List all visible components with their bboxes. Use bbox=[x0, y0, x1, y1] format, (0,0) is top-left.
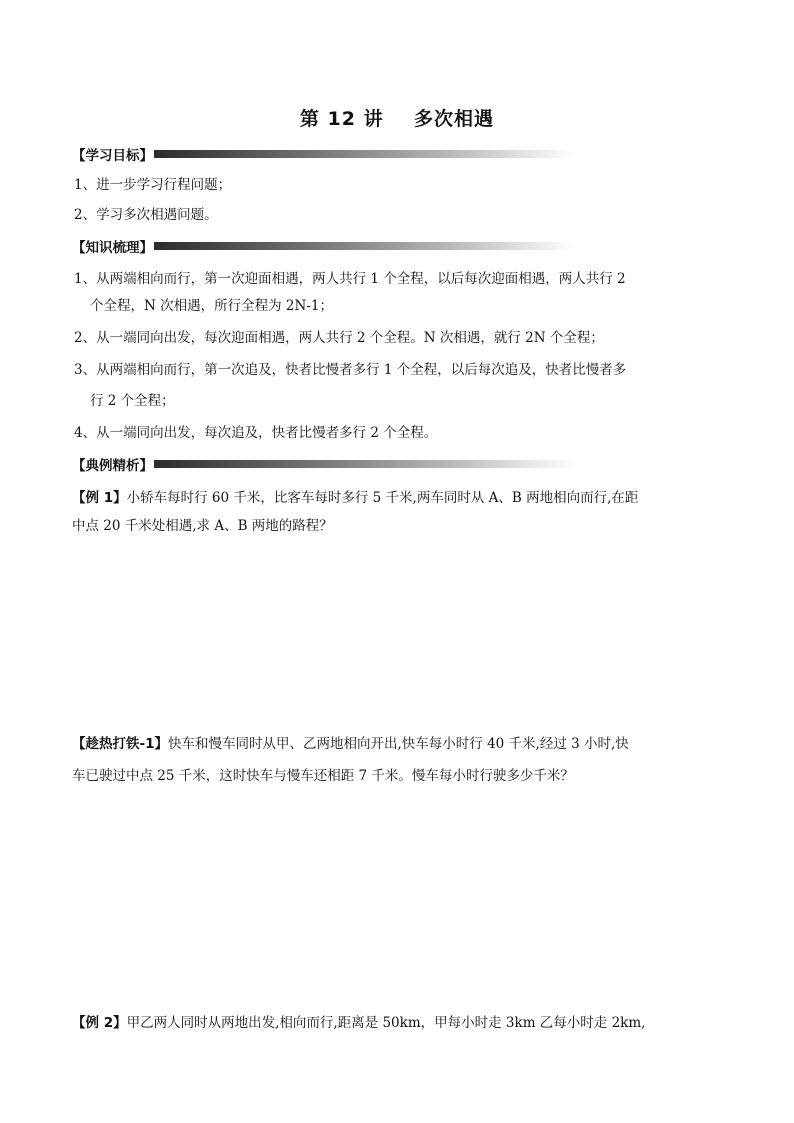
knowledge-item-2: 2、从一端同向出发，每次迎面相遇，两人共行 2 个全程。N 次相遇，就行 2N 个全程； bbox=[74, 330, 604, 346]
page-title: 第 12 讲 多次相遇 bbox=[299, 108, 495, 130]
section-divider-bar bbox=[154, 242, 574, 250]
knowledge-item-1-line-1: 1、从两端相向而行，第一次迎面相遇，两人共行 1 个全程，以后每次迎面相遇，两人共行 2 bbox=[74, 271, 626, 287]
practice-1-line-1 bbox=[72, 734, 629, 754]
practice-1-line-2: 车已驶过中点 25 千米，这时快车与慢车还相距 7 千米。慢车每小时行驶多少千米？ bbox=[72, 768, 574, 784]
knowledge-item-1-line-2: 个全程，N 次相遇，所行全程为 2N-1； bbox=[90, 298, 333, 314]
knowledge-item-3-line-1: 3、从两端相向而行，第一次追及，快者比慢者多行 1 个全程，以后每次追及，快者比慢者多 bbox=[74, 362, 627, 378]
example-1-label: 【例 1】 bbox=[72, 490, 127, 506]
practice-1-text-line-1: 快车和慢车同时从甲、乙两地相向开出,快车每小时行 40 千米,经过 3 小时,快 bbox=[168, 736, 629, 752]
knowledge-item-4: 4、从一端同向出发，每次追及，快者比慢者多行 2 个全程。 bbox=[74, 425, 438, 441]
example-1-text-line-1: 小轿车每时行 60 千米，比客车每时多行 5 千米,两车同时从 A、B 两地相向而行,在距 bbox=[126, 490, 639, 506]
goal-item-1: 1、进一步学习行程问题； bbox=[74, 177, 232, 193]
section-label-knowledge: 【知识梳理】 bbox=[72, 240, 153, 256]
section-header-goals bbox=[72, 145, 574, 163]
example-1-line-2: 中点 20 千米处相遇,求 A、B 两地的路程？ bbox=[72, 518, 333, 534]
example-2-line-1 bbox=[72, 1013, 645, 1033]
section-label-goals: 【学习目标】 bbox=[72, 148, 153, 164]
knowledge-item-3-line-2: 行 2 个全程； bbox=[90, 393, 175, 409]
section-divider-bar bbox=[154, 460, 574, 468]
practice-1-label: 【趁热打铁-1】 bbox=[72, 736, 168, 752]
section-divider-bar bbox=[154, 150, 574, 158]
section-header-knowledge bbox=[72, 237, 574, 255]
example-1-line-1 bbox=[72, 488, 638, 508]
example-2-label: 【例 2】 bbox=[72, 1015, 127, 1031]
goal-item-2: 2、学习多次相遇问题。 bbox=[74, 207, 218, 223]
example-2-text-line-1: 甲乙两人同时从两地出发,相向而行,距离是 50km，甲每小时走 3km 乙每小时走 2km, bbox=[126, 1015, 646, 1031]
section-label-examples: 【典例精析】 bbox=[72, 458, 153, 474]
section-header-examples bbox=[72, 455, 574, 473]
